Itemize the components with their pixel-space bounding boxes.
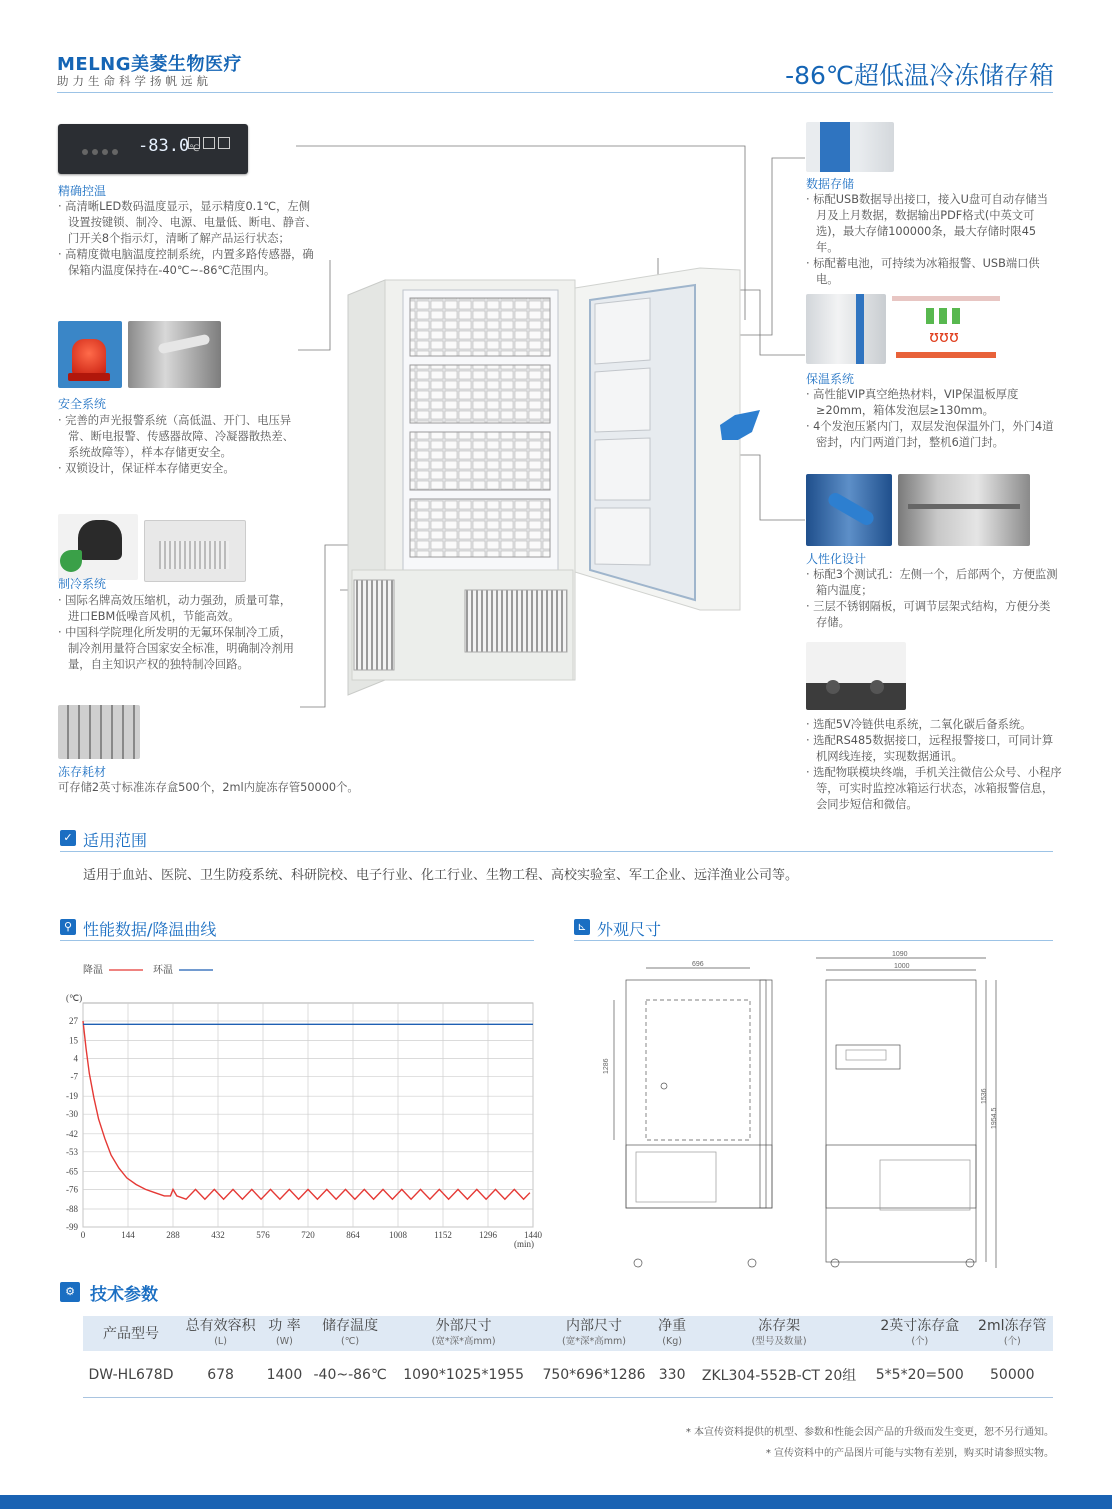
x-unit-label: (min) xyxy=(514,1239,534,1249)
x-tick-label: 1296 xyxy=(479,1230,497,1240)
spec-header: 冻存架 (型号及数量) xyxy=(690,1316,868,1351)
header-divider xyxy=(57,92,1053,93)
front-height-a-label: 1536 xyxy=(981,1088,988,1104)
x-tick-label: 720 xyxy=(301,1230,315,1240)
front-inner-width-label: 1000 xyxy=(894,963,910,970)
side-view-base xyxy=(626,1145,772,1208)
spec-table xyxy=(83,1316,1053,1398)
door-seal-image xyxy=(806,294,886,364)
side-height-label: 1286 xyxy=(603,1058,610,1074)
front-vent xyxy=(465,590,567,652)
spec-cell-rack: ZKL304-552B-CT 20组 xyxy=(690,1351,868,1398)
y-tick-label: -42 xyxy=(66,1128,78,1139)
caster-image xyxy=(806,642,906,710)
feature-title-safety: 安全系统 xyxy=(58,397,107,411)
spec-header: 总有效容积 (L) xyxy=(179,1316,262,1351)
scope-text: 适用于血站、医院、卫生防疫系统、科研院校、电子行业、化工行业、生物工程、高校实验室、军工企业、远洋渔业公司等。 xyxy=(83,868,799,883)
x-tick-label: 1440 xyxy=(524,1230,542,1240)
side-view-cabinet xyxy=(626,980,766,1208)
y-tick-label: 15 xyxy=(69,1035,78,1046)
feature-body-data-storage: · 标配USB数据导出接口，接入U盘可自动存储当月及上月数据，数据输出PDF格式(中英文可选)，最大存储100000条，最大存储时限45年。 · 标配蓄电池，可持续为冰箱报警、USB端口供电。 xyxy=(806,193,1048,286)
front-view-handle-panel xyxy=(836,1045,900,1069)
dimension-drawings xyxy=(600,950,1010,1275)
spec-title: 技术参数 xyxy=(90,1285,158,1305)
x-tick-label: 1008 xyxy=(389,1230,407,1240)
page-title: -86℃超低温冷冻储存箱 xyxy=(785,61,1054,90)
x-tick-label: 144 xyxy=(121,1230,135,1240)
y-tick-label: 4 xyxy=(73,1053,78,1064)
disclaimer-note: * 宣传资料中的产品图片可能与实物有差别，购买时请参照实物。 xyxy=(765,1448,1054,1459)
brand-slogan: 助力生命科学扬帆远航 xyxy=(57,74,212,88)
ruler-icon: ⊾ xyxy=(574,919,590,935)
control-panel-image: -83.0℃ xyxy=(58,124,248,174)
front-view-base xyxy=(826,1145,976,1262)
performance-title: 性能数据/降温曲线 xyxy=(83,920,217,939)
spec-cell-tubes: 50000 xyxy=(972,1351,1053,1398)
temperature-display: -83.0 xyxy=(138,136,190,156)
feature-title-ergonomic: 人性化设计 xyxy=(806,552,867,566)
x-tick-label: 0 xyxy=(80,1230,86,1240)
performance-divider xyxy=(60,940,534,941)
handle-closeup-image xyxy=(806,474,892,546)
spec-cell-external-size: 1090*1025*1955 xyxy=(393,1351,533,1398)
y-tick-label: -99 xyxy=(66,1222,78,1232)
feature-body-ergonomic: · 标配3个测试孔：左侧一个，后部两个，方便监测箱内温度； · 三层不锈钢隔板，可调节层架式结构，方便分类存储。 xyxy=(806,568,1058,629)
y-tick-label: -53 xyxy=(66,1146,78,1157)
feature-title-consumables: 冻存耗材 xyxy=(58,765,107,779)
y-tick-label: -88 xyxy=(66,1204,78,1215)
spec-header: 储存温度 (℃) xyxy=(307,1316,394,1351)
feature-body-temp-control: · 高清晰LED数码温度显示，显示精度0.1℃，左侧设置按键锁、制冷、电源、电量低、断电、静音、门开关8个指示灯，清晰了解产品运行状态； · 高精度微电脑温度控制系统，内置多路传感器，确保箱内温度保持在-40℃~-86℃范围内。 xyxy=(58,200,317,277)
spec-header: 外部尺寸 (宽*深*高mm) xyxy=(393,1316,533,1351)
x-tick-label: 864 xyxy=(346,1230,360,1240)
scope-title: 适用范围 xyxy=(83,831,148,850)
spec-cell-weight: 330 xyxy=(654,1351,690,1398)
feature-title-refrigeration: 制冷系统 xyxy=(58,577,107,591)
disclaimer-note: * 本宣传资料提供的机型、参数和性能会因产品的升级而发生变更，恕不另行通知。 xyxy=(685,1427,1054,1438)
y-tick-label: -7 xyxy=(70,1071,78,1082)
spec-cell-boxes: 5*5*20=500 xyxy=(868,1351,972,1398)
lock-handle-image xyxy=(128,321,221,388)
dimensions-title: 外观尺寸 xyxy=(597,920,662,939)
feature-title-temp-control: 精确控温 xyxy=(58,184,107,198)
footer-bar xyxy=(0,1495,1112,1509)
spec-cell-power: 1400 xyxy=(262,1351,307,1398)
spec-header: 净重 (Kg) xyxy=(654,1316,690,1351)
x-tick-label: 576 xyxy=(256,1230,270,1240)
feature-title-data-storage: 数据存储 xyxy=(806,177,855,191)
x-tick-label: 432 xyxy=(211,1230,225,1240)
check-icon: ✓ xyxy=(60,830,76,846)
alarm-light-image xyxy=(58,321,122,388)
shelf-image xyxy=(898,474,1030,546)
insulation-diagram: ʊʊʊ xyxy=(892,296,1000,360)
feature-body-safety: · 完善的声光报警系统（高低温、开门、电压异常、断电报警、传感器故障、冷凝器散热差、系统故障等），样本存储更安全。 · 双锁设计，保证样本存储更安全。 xyxy=(58,414,294,475)
feature-body-insulation: · 高性能VIP真空绝热材料，VIP保温板厚度≥20mm，箱体发泡层≥130mm。 · 4个发泡压紧内门，双层发泡保温外门，外门4道密封，内门两道门封，整机6道门封。 xyxy=(806,388,1054,449)
dimensions-divider xyxy=(574,940,1053,941)
y-tick-label: -76 xyxy=(66,1184,78,1195)
settings-icon: ⚙ xyxy=(60,1282,80,1302)
spec-header: 产品型号 xyxy=(83,1316,179,1351)
legend-label: 降温 xyxy=(83,965,103,976)
compressor-image xyxy=(58,514,138,580)
usb-port-image xyxy=(806,122,894,172)
spec-cell-temperature: -40~-86℃ xyxy=(307,1351,394,1398)
x-tick-label: 1152 xyxy=(434,1230,452,1240)
spec-cell-model: DW-HL678D xyxy=(83,1351,179,1398)
y-tick-label: -19 xyxy=(66,1091,78,1102)
front-view-cabinet xyxy=(826,980,976,1208)
feature-title-insulation: 保温系统 xyxy=(806,372,855,386)
spec-header: 功 率 (W) xyxy=(262,1316,307,1351)
y-tick-label: -30 xyxy=(66,1109,78,1120)
scope-divider xyxy=(60,851,1053,852)
feature-body-refrigeration: · 国际名牌高效压缩机，动力强劲，质量可靠，进口EBM低噪音风机，节能高效。 · 中国科学院理化所发明的无氟环保制冷工质，制冷剂用量符合国家安全标准，明确制冷剂用量，自主知识产权的独特制冷回路。 xyxy=(58,594,294,671)
front-height-b-label: 1954.5 xyxy=(991,1107,998,1129)
feature-body-consumables: 可存储2英寸标准冻存盒500个，2ml内旋冻存管50000个。 xyxy=(58,781,359,794)
spec-header: 2英寸冻存盒 (个) xyxy=(868,1316,972,1351)
spec-header-row xyxy=(83,1316,1053,1351)
series-line xyxy=(83,1021,530,1199)
legend-label: 环温 xyxy=(153,965,173,976)
spec-cell-volume: 678 xyxy=(179,1351,262,1398)
y-tick-label: -65 xyxy=(66,1166,78,1177)
side-width-label: 696 xyxy=(692,961,704,968)
y-tick-label: 27 xyxy=(69,1015,78,1026)
cooling-curve-chart xyxy=(58,955,542,1255)
spec-header: 内部尺寸 (宽*深*高mm) xyxy=(534,1316,654,1351)
brand-logo: MELNG美菱生物医疗 xyxy=(57,54,243,75)
table-row xyxy=(83,1351,1053,1398)
spec-cell-internal-size: 750*696*1286 xyxy=(534,1351,654,1398)
y-unit-label: (℃) xyxy=(66,993,83,1003)
x-tick-label: 288 xyxy=(166,1230,180,1240)
freezer-rack-image xyxy=(58,705,140,759)
condenser-fan-image xyxy=(144,520,246,582)
freezer-illustration xyxy=(290,140,810,720)
feature-body-options: · 选配5V冷链供电系统，二氧化碳后备系统。 · 选配RS485数据接口，远程报警接口，可同计算机网线连接，实现数据通讯。 · 选配物联模块终端，手机关注微信公众号、小程序等，可实时监控冰箱运行状态，冰箱报警信息，会同步短信和微信。 xyxy=(806,718,1062,811)
spec-header: 2ml冻存管 (个) xyxy=(972,1316,1053,1351)
front-outer-width-label: 1090 xyxy=(892,951,908,958)
link-icon: ⚲ xyxy=(60,919,76,935)
side-vent xyxy=(354,580,394,670)
